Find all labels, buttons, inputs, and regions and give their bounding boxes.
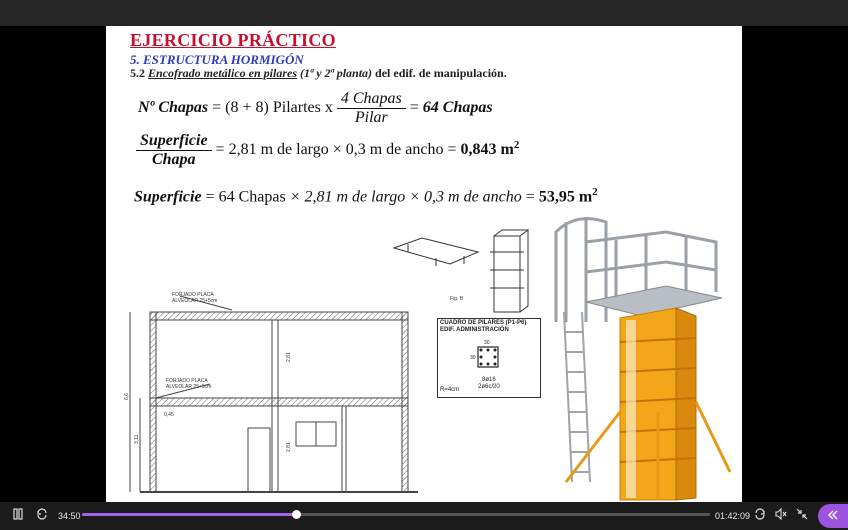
column-stirrup: 2ø6c/20 (478, 384, 500, 390)
eq2-fraction (136, 132, 212, 169)
formwork-detail-sketch (390, 228, 550, 318)
label-forjado-mid: FORJADO PLACA (166, 378, 208, 384)
section-floors: (1ª y 2ª planta) (300, 66, 373, 80)
eq1-result: 64 Chapas (422, 99, 493, 117)
eq2-mid: = 2,81 m de largo × 0,3 m de ancho (215, 141, 444, 159)
progress-fill (82, 513, 296, 516)
dim-281-lower: 2,81 (286, 442, 292, 452)
pause-icon[interactable] (8, 506, 28, 526)
eq1-denominator: Pilar (354, 109, 388, 126)
slide-subtitle: 5. ESTRUCTURA HORMIGÓN (130, 52, 304, 67)
dim-045: 0,45 (164, 412, 174, 418)
column-rebar: 8ø16 (482, 377, 496, 383)
eq2-numerator: Superficie (136, 132, 212, 151)
progress-track[interactable] (82, 513, 710, 516)
eq3-equals: = (205, 188, 215, 206)
loop-icon[interactable] (32, 506, 52, 526)
eq3-result: 53,95 m (538, 188, 593, 206)
progress-thumb[interactable] (292, 510, 301, 519)
eq1-numerator: 4 Chapas (337, 90, 406, 109)
dim-281-upper: 2,81 (286, 352, 292, 362)
eq3-mid: × 2,81 m de largo × 0,3 m de ancho (289, 188, 522, 206)
minimize-icon[interactable] (792, 506, 812, 526)
section-rest: del edif. de manipulación. (375, 66, 507, 80)
figure-label: Fig. B (450, 296, 464, 302)
label-alveolar-mid: ALVEOLAR 25+5cm (166, 384, 212, 390)
label-alveolar-top: ALVEOLAR 25+5cm (172, 298, 218, 304)
current-time: 34:50 (58, 511, 81, 521)
eq3-chapas: 64 Chapas (218, 188, 286, 206)
loop-right-icon[interactable] (750, 506, 770, 526)
eq2-result: 0,843 m (460, 141, 514, 159)
column-schedule-title: CUADRO DE PILARES (P1-P6) (440, 320, 527, 326)
eq1-fraction (337, 90, 406, 127)
total-time: 01:42:09 (715, 511, 751, 521)
equation-superficie-chapa (136, 132, 519, 169)
presentation-slide (106, 26, 742, 502)
column-schedule-box (437, 318, 541, 398)
equation-superficie-total (134, 186, 598, 206)
section-number: 5.2 (130, 66, 145, 80)
eq2-equals: = (447, 141, 457, 159)
player-controls (0, 502, 848, 530)
slide-title: EJERCICIO PRÁCTICO (130, 30, 336, 50)
column-section-icon (468, 337, 508, 377)
column-schedule-sub: EDIF. ADMINISTRACIÓN (440, 327, 509, 333)
section-topic: Encofrado metálico en pilares (148, 66, 297, 80)
chevrons-left-icon[interactable] (818, 504, 848, 528)
building-section-drawing (120, 288, 420, 500)
eq3-exponent: 2 (592, 186, 598, 198)
label-forjado-top: FORJADO PLACA (172, 292, 214, 298)
dim-66: 6,6 (124, 393, 130, 400)
eq2-exponent: 2 (513, 138, 520, 151)
top-bar (0, 0, 848, 26)
eq1-lhs: Nº Chapas (138, 99, 209, 117)
eq1-equals: = (409, 99, 419, 117)
equation-chapas (138, 90, 493, 127)
dim-311: 3,11 (134, 434, 140, 444)
eq1-mid: = (8 + 8) Pilartes x (212, 99, 333, 117)
mute-icon[interactable] (771, 506, 791, 526)
column-radius: R=4cm (440, 387, 460, 393)
section-heading (130, 66, 507, 81)
formwork-ladder-illustration (546, 212, 742, 502)
eq3-lhs: Superficie (134, 188, 202, 206)
eq3-equals-2: = (525, 188, 535, 206)
column-height: 30 (470, 355, 476, 361)
eq2-denominator: Chapa (151, 151, 196, 168)
column-width: 30 (484, 340, 490, 346)
